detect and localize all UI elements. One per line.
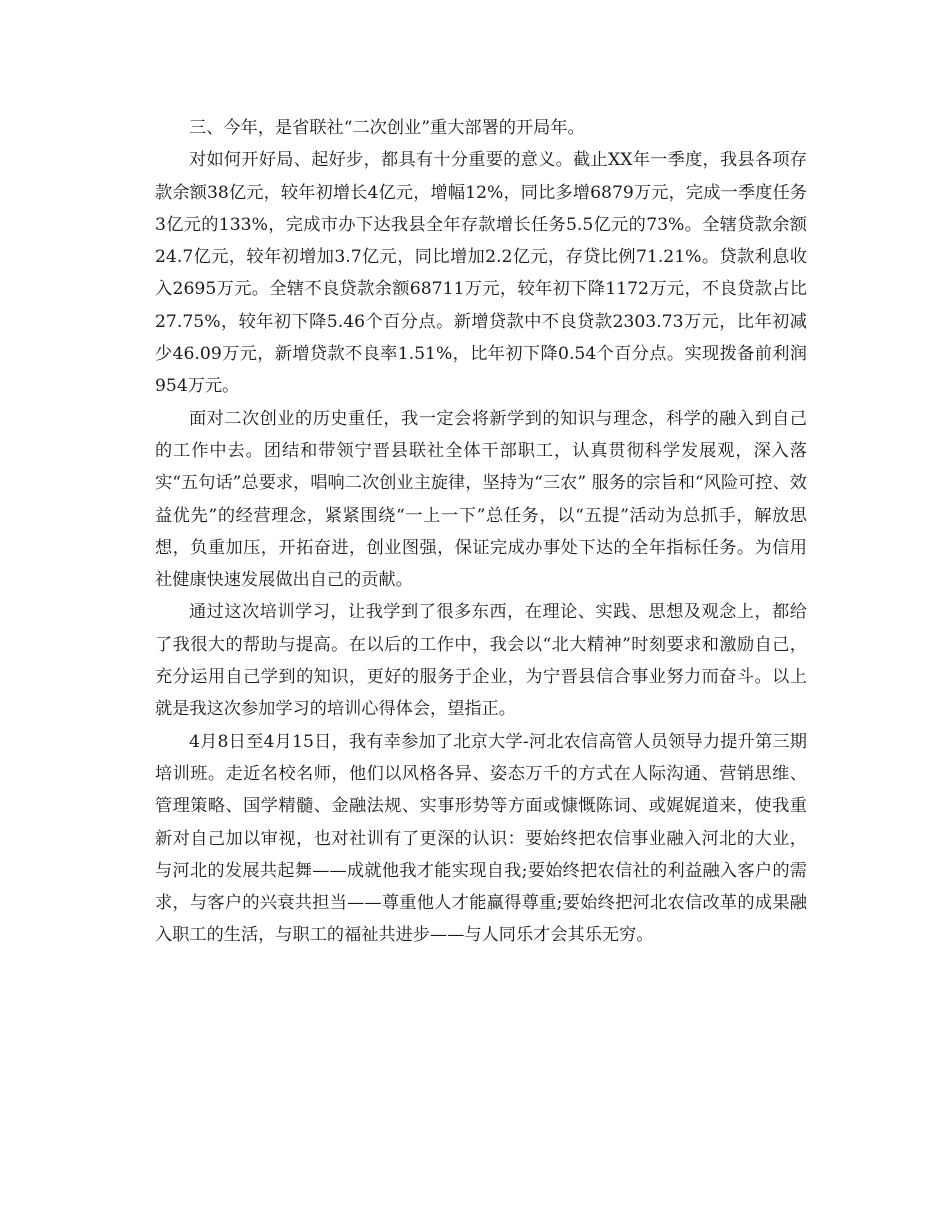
paragraph-section-three-heading: 三、今年，是省联社“二次创业”重大部署的开局年。 (189, 118, 585, 138)
paragraph-training-gains: 通过这次培训学习，让我学到了很多东西，在理论、实践、思想及观念上，都给了我很大的帮助与提高。在以后的工作中，我会以“北大精神”时刻要求和激励自己，充分运用自己学到的知识，更好的服务于企业，为宁晋县信合事业努力而奋斗。以上就是我这次参加学习的培训心得体会，望指正。 (155, 602, 807, 720)
paragraph-financial-results: 对如何开好局、起好步，都具有十分重要的意义。截止XX年一季度，我县各项存款余额38亿元，较年初增长4亿元，增幅12%，同比多增6879万元，完成一季度任务3亿元的133%，完成市办下达我县全年存款增长任务5.5亿元的73%。全辖贷款余额24.7亿元，较年初增加3.7亿元，同比增加2.2亿元，存贷比例71.21%。贷款利息收入2695万元。全辖不良贷款余额68711万元，较年初下降1172万元，不良贷款占比27.75%，较年初下降5.46个百分点。新增贷款中不良贷款2303.73万元，比年初减少46.09万元，新增贷款不良率1.51%，比年初下降0.54个百分点。实现拨备前利润954万元。 (155, 150, 807, 397)
paragraph-second-venture: 面对二次创业的历史重任，我一定会将新学到的知识与理念，科学的融入到自己的工作中去。团结和带领宁晋县联社全体干部职工，认真贯彻科学发展观，深入落实“五句话”总要求，唱响二次创业主旋律，坚持为“三农” 服务的宗旨和“风险可控、效益优先”的经营理念，紧紧围绕“一上一下”总任务，以“五提”活动为总抓手，解放思想，负重加压，开拓奋进，创业图强，保证完成办事处下达的全年指标任务。为信用社健康快速发展做出自己的贡献。 (155, 408, 807, 591)
document-page (155, 112, 807, 952)
paragraph-training-course: 4月8日至4月15日，我有幸参加了北京大学-河北农信高管人员领导力提升第三期培训班。走近名校名师，他们以风格各异、姿态万千的方式在人际沟通、营销思维、管理策略、国学精髓、金融法规、实事形势等方面或慷慨陈词、或娓娓道来，使我重新对自己加以审视，也对社训有了更深的认识：要始终把农信事业融入河北的大业，与河北的发展共起舞——成就他我才能实现自我;要始终把农信社的利益融入客户的需求，与客户的兴衰共担当——尊重他人才能赢得尊重;要始终把河北农信改革的成果融入职工的生活，与职工的福祉共进步——与人同乐才会其乐无穷。 (155, 731, 807, 946)
